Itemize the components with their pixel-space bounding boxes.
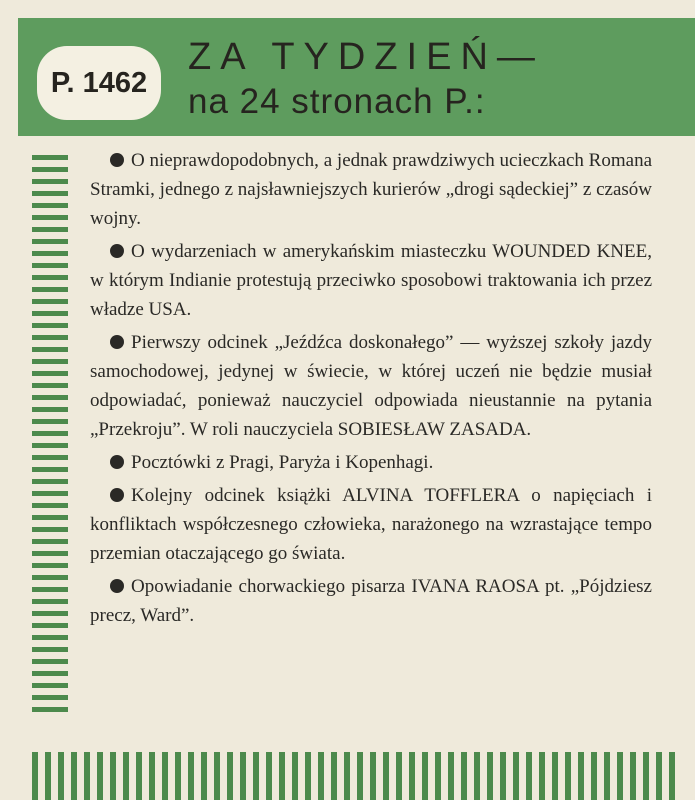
issue-badge: P. 1462 <box>37 46 161 120</box>
decorative-bottom-stripes <box>32 752 680 800</box>
headline-line-1: ZA TYDZIEŃ— <box>188 36 544 78</box>
item-text: O nieprawdopodobnych, a jednak prawdziwych ucieczkach Romana Stramki, jednego z najsławniejszych kurierów „drogi sądeckiej” z czasów wojny. <box>90 150 652 229</box>
bullet-icon <box>110 455 124 469</box>
bullet-icon <box>110 244 124 258</box>
list-item <box>90 146 652 233</box>
item-text: O wydarzeniach w amerykańskim miasteczku WOUNDED KNEE, w którym Indianie protestują przeciwko sposobowi traktowania ich przez władze USA. <box>90 241 652 320</box>
bullet-icon <box>110 488 124 502</box>
bullet-icon <box>110 579 124 593</box>
list-item <box>90 572 652 630</box>
bullet-icon <box>110 335 124 349</box>
list-item <box>90 237 652 324</box>
bullet-icon <box>110 153 124 167</box>
decorative-side-stripes <box>32 155 68 715</box>
list-item <box>90 448 652 477</box>
item-text: Pocztówki z Pragi, Paryża i Kopenhagi. <box>131 452 434 473</box>
list-item <box>90 481 652 568</box>
headline-line-2: na 24 stronach P.: <box>188 82 486 121</box>
item-text: Opowiadanie chorwackiego pisarza IVANA RAOSA pt. „Pójdziesz precz, Ward”. <box>90 576 652 626</box>
item-text: Kolejny odcinek książki ALVINA TOFFLERA o napięciach i konfliktach współczesnego człowieka, narażonego na wzrastające tempo przemian otaczającego go świata. <box>90 485 652 564</box>
announcement-list <box>90 146 652 634</box>
item-text: Pierwszy odcinek „Jeźdźca doskonałego” — wyższej szkoły jazdy samochodowej, jedynej w świecie, w której uczeń nie będzie musiał odpowiadać, ponieważ nauczyciel odpowiada nieustannie na pytania „Przekroju”. W roli nauczyciela SOBIESŁAW ZASADA. <box>90 332 652 440</box>
list-item <box>90 328 652 444</box>
